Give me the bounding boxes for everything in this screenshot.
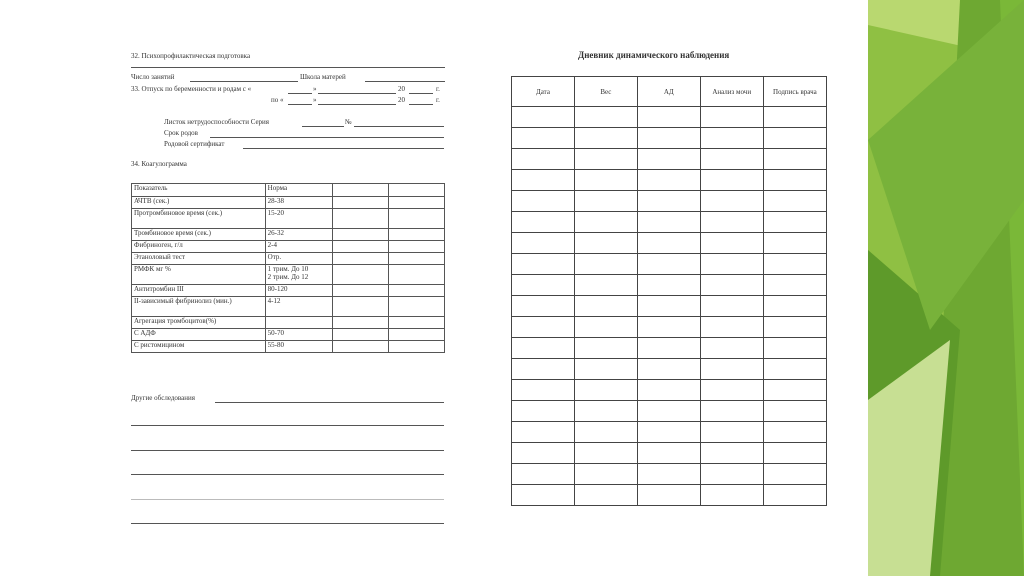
diary-row [512, 401, 827, 422]
diary-cell[interactable] [700, 443, 763, 464]
other-exams-field[interactable] [215, 402, 444, 403]
diary-cell[interactable] [574, 128, 637, 149]
blank-line[interactable] [131, 474, 444, 475]
diary-cell[interactable] [637, 485, 700, 506]
term-label: Срок родов [164, 129, 198, 137]
diary-cell[interactable] [574, 380, 637, 401]
column-date: Дата [512, 77, 575, 107]
column-signature: Подпись врача [763, 77, 826, 107]
diary-cell[interactable] [637, 464, 700, 485]
diary-cell[interactable] [637, 296, 700, 317]
coag-norm: 2-4 [265, 241, 333, 253]
sick-leave-label: Листок нетрудоспособности Серия [164, 118, 270, 126]
diary-cell[interactable] [574, 401, 637, 422]
coag-norm: 50-70 [265, 329, 333, 341]
diary-cell[interactable] [700, 170, 763, 191]
coag-cell[interactable] [389, 197, 445, 209]
diary-cell[interactable] [574, 317, 637, 338]
coag-norm: Отр. [265, 253, 333, 265]
diary-row [512, 359, 827, 380]
diary-cell[interactable] [700, 275, 763, 296]
coag-norm: 55-80 [265, 341, 333, 353]
diary-cell[interactable] [637, 443, 700, 464]
diary-cell[interactable] [512, 128, 575, 149]
diary-cell[interactable] [512, 149, 575, 170]
diary-cell[interactable] [637, 149, 700, 170]
school-field[interactable] [365, 81, 445, 82]
coag-header-norm: Норма [265, 184, 333, 197]
coag-cell[interactable] [389, 285, 445, 297]
diary-row [512, 233, 827, 254]
diary-row [512, 317, 827, 338]
diary-cell[interactable] [700, 254, 763, 275]
blank-line[interactable] [131, 425, 444, 426]
diary-cell[interactable] [512, 401, 575, 422]
diary-cell[interactable] [637, 422, 700, 443]
coag-cell[interactable] [389, 329, 445, 341]
coag-indicator: Протромбиновое время (сек.) [132, 209, 266, 229]
coag-cell[interactable] [333, 265, 389, 285]
coag-cell[interactable] [333, 297, 389, 317]
coag-norm [265, 317, 333, 329]
diary-cell[interactable] [512, 233, 575, 254]
diary-cell[interactable] [700, 128, 763, 149]
diary-header-row [512, 77, 827, 107]
diary-cell[interactable] [763, 464, 826, 485]
coag-indicator: Антитромбин III [132, 285, 266, 297]
diary-cell[interactable] [763, 212, 826, 233]
diary-cell[interactable] [574, 107, 637, 128]
from-quote: » [313, 85, 317, 93]
diary-cell[interactable] [512, 443, 575, 464]
diary-cell[interactable] [700, 212, 763, 233]
diary-row [512, 422, 827, 443]
coag-cell[interactable] [333, 341, 389, 353]
year-suffix-1: г. [436, 85, 440, 93]
diary-cell[interactable] [512, 254, 575, 275]
diary-cell[interactable] [574, 275, 637, 296]
coag-row [132, 297, 445, 317]
diary-row [512, 464, 827, 485]
diary-cell[interactable] [512, 107, 575, 128]
coag-row [132, 229, 445, 241]
diary-cell[interactable] [574, 296, 637, 317]
diary-cell[interactable] [512, 275, 575, 296]
coag-indicator: РМФК мг % [132, 265, 266, 285]
diary-cell[interactable] [637, 380, 700, 401]
coag-indicator: С АДФ [132, 329, 266, 341]
diary-cell[interactable] [763, 485, 826, 506]
coag-header-indicator: Показатель [132, 184, 266, 197]
coag-cell[interactable] [333, 329, 389, 341]
diary-cell[interactable] [637, 359, 700, 380]
diary-row [512, 107, 827, 128]
diary-cell[interactable] [637, 338, 700, 359]
sick-leave-number-field[interactable] [354, 126, 444, 127]
diary-row [512, 380, 827, 401]
diary-cell[interactable] [763, 359, 826, 380]
coag-indicator: II-зависимый фибринолиз (мин.) [132, 297, 266, 317]
coag-indicator: Фибриноген, г/л [132, 241, 266, 253]
coag-cell[interactable] [389, 241, 445, 253]
coag-cell[interactable] [389, 209, 445, 229]
coag-header-row [132, 184, 445, 197]
diary-row [512, 149, 827, 170]
coag-row [132, 329, 445, 341]
diary-cell[interactable] [512, 422, 575, 443]
coag-cell[interactable] [333, 184, 389, 197]
diary-cell[interactable] [763, 443, 826, 464]
diary-cell[interactable] [763, 170, 826, 191]
diary-cell[interactable] [574, 149, 637, 170]
diary-row [512, 128, 827, 149]
diary-cell[interactable] [763, 401, 826, 422]
coag-cell[interactable] [389, 184, 445, 197]
diary-cell[interactable] [574, 170, 637, 191]
coag-row [132, 253, 445, 265]
to-label: по « [271, 96, 284, 104]
diary-cell[interactable] [763, 338, 826, 359]
observation-diary-table [511, 76, 827, 506]
diary-cell[interactable] [763, 149, 826, 170]
diary-cell[interactable] [763, 317, 826, 338]
diary-cell[interactable] [763, 128, 826, 149]
coag-norm: 80-120 [265, 285, 333, 297]
coag-cell[interactable] [333, 285, 389, 297]
blank-line[interactable] [131, 450, 444, 451]
diary-cell[interactable] [512, 359, 575, 380]
coag-cell[interactable] [333, 209, 389, 229]
coagulogram-table [131, 183, 445, 353]
diary-cell[interactable] [512, 380, 575, 401]
coag-indicator: Тромбиновое время (сек.) [132, 229, 266, 241]
diary-row [512, 191, 827, 212]
coag-row [132, 317, 445, 329]
diary-cell[interactable] [763, 422, 826, 443]
certificate-label: Родовой сертификат [164, 140, 225, 148]
diary-cell[interactable] [700, 191, 763, 212]
diary-cell[interactable] [763, 275, 826, 296]
diary-row [512, 275, 827, 296]
coag-norm: 26-32 [265, 229, 333, 241]
diary-row [512, 212, 827, 233]
diary-row [512, 170, 827, 191]
from-year-field[interactable] [409, 93, 433, 94]
diary-cell[interactable] [637, 128, 700, 149]
coag-cell[interactable] [333, 197, 389, 209]
from-month-field[interactable] [318, 93, 396, 94]
diary-cell[interactable] [700, 464, 763, 485]
coag-row [132, 265, 445, 285]
column-weight: Вес [574, 77, 637, 107]
school-label: Школа матерей [300, 73, 346, 81]
year-suffix-2: г. [436, 96, 440, 104]
term-field[interactable] [210, 137, 444, 138]
diary-cell[interactable] [637, 233, 700, 254]
diary-row [512, 443, 827, 464]
diary-cell[interactable] [512, 170, 575, 191]
coag-cell[interactable] [389, 297, 445, 317]
lessons-label: Число занятий [131, 73, 175, 81]
diary-cell[interactable] [763, 233, 826, 254]
coag-cell[interactable] [389, 341, 445, 353]
coag-indicator: АЧТВ (сек.) [132, 197, 266, 209]
diary-cell[interactable] [700, 380, 763, 401]
diary-cell[interactable] [637, 212, 700, 233]
coag-norm: 28-38 [265, 197, 333, 209]
diary-cell[interactable] [574, 191, 637, 212]
coag-row [132, 197, 445, 209]
diary-cell[interactable] [512, 317, 575, 338]
diary-cell[interactable] [700, 317, 763, 338]
line [131, 67, 445, 68]
section-32-heading: 32. Психопрофилактическая подготовка [131, 52, 251, 60]
to-quote: » [313, 96, 317, 104]
diary-cell[interactable] [637, 275, 700, 296]
diary-cell[interactable] [512, 338, 575, 359]
diary-cell[interactable] [637, 401, 700, 422]
to-year-field[interactable] [409, 104, 433, 105]
diary-cell[interactable] [512, 464, 575, 485]
diary-cell[interactable] [763, 296, 826, 317]
diary-cell[interactable] [574, 485, 637, 506]
coag-indicator: Этаноловый тест [132, 253, 266, 265]
certificate-field[interactable] [243, 148, 444, 149]
section-33-heading: 33. Отпуск по беременности и родам с « [131, 85, 252, 93]
diary-cell[interactable] [637, 317, 700, 338]
coag-row [132, 341, 445, 353]
number-sign: № [345, 118, 352, 126]
diary-cell[interactable] [637, 107, 700, 128]
coag-row [132, 285, 445, 297]
to-day-field[interactable] [288, 104, 312, 105]
coag-cell[interactable] [389, 229, 445, 241]
diary-cell[interactable] [512, 191, 575, 212]
coag-cell[interactable] [333, 253, 389, 265]
diary-cell[interactable] [637, 191, 700, 212]
diary-cell[interactable] [574, 464, 637, 485]
diary-cell[interactable] [700, 485, 763, 506]
diary-cell[interactable] [700, 107, 763, 128]
diary-cell[interactable] [512, 212, 575, 233]
diary-cell[interactable] [574, 233, 637, 254]
coag-cell[interactable] [389, 265, 445, 285]
coag-indicator: Агрегация тромбоцитов(%) [132, 317, 266, 329]
coag-cell[interactable] [389, 253, 445, 265]
diary-cell[interactable] [512, 485, 575, 506]
diary-row [512, 296, 827, 317]
diary-cell[interactable] [574, 359, 637, 380]
diary-cell[interactable] [512, 296, 575, 317]
other-exams-label: Другие обследования [131, 394, 195, 402]
lessons-field[interactable] [190, 81, 298, 82]
diary-cell[interactable] [700, 422, 763, 443]
blank-line[interactable] [131, 523, 444, 524]
column-bp: АД [637, 77, 700, 107]
diary-row [512, 254, 827, 275]
diary-cell[interactable] [763, 191, 826, 212]
coag-norm: 1 трим. До 10 2 трим. До 12 [265, 265, 333, 285]
diary-cell[interactable] [700, 233, 763, 254]
coag-norm: 4-12 [265, 297, 333, 317]
year-prefix-2: 20 [398, 96, 405, 104]
blank-line[interactable] [131, 499, 444, 500]
diary-row [512, 338, 827, 359]
diary-cell[interactable] [574, 338, 637, 359]
diary-cell[interactable] [700, 359, 763, 380]
diary-cell[interactable] [637, 170, 700, 191]
coag-norm: 15-20 [265, 209, 333, 229]
diary-cell[interactable] [574, 212, 637, 233]
diary-cell[interactable] [637, 254, 700, 275]
coag-cell[interactable] [389, 317, 445, 329]
coag-cell[interactable] [333, 317, 389, 329]
diary-cell[interactable] [574, 254, 637, 275]
coag-indicator: С ристомицином [132, 341, 266, 353]
diary-cell[interactable] [700, 296, 763, 317]
diary-row [512, 485, 827, 506]
from-day-field[interactable] [288, 93, 312, 94]
coag-cell[interactable] [333, 229, 389, 241]
diary-cell[interactable] [763, 380, 826, 401]
year-prefix-1: 20 [398, 85, 405, 93]
diary-title: Дневник динамического наблюдения [578, 50, 730, 60]
diary-cell[interactable] [700, 401, 763, 422]
coag-row [132, 241, 445, 253]
diary-cell[interactable] [700, 149, 763, 170]
coag-row [132, 209, 445, 229]
coag-cell[interactable] [333, 241, 389, 253]
diary-cell[interactable] [574, 422, 637, 443]
diary-cell[interactable] [763, 107, 826, 128]
column-urine: Анализ мочи [700, 77, 763, 107]
diary-cell[interactable] [700, 338, 763, 359]
sick-leave-series-field[interactable] [302, 126, 344, 127]
to-month-field[interactable] [318, 104, 396, 105]
section-34-heading: 34. Коагулограмма [131, 160, 187, 168]
diary-cell[interactable] [763, 254, 826, 275]
diary-cell[interactable] [574, 443, 637, 464]
